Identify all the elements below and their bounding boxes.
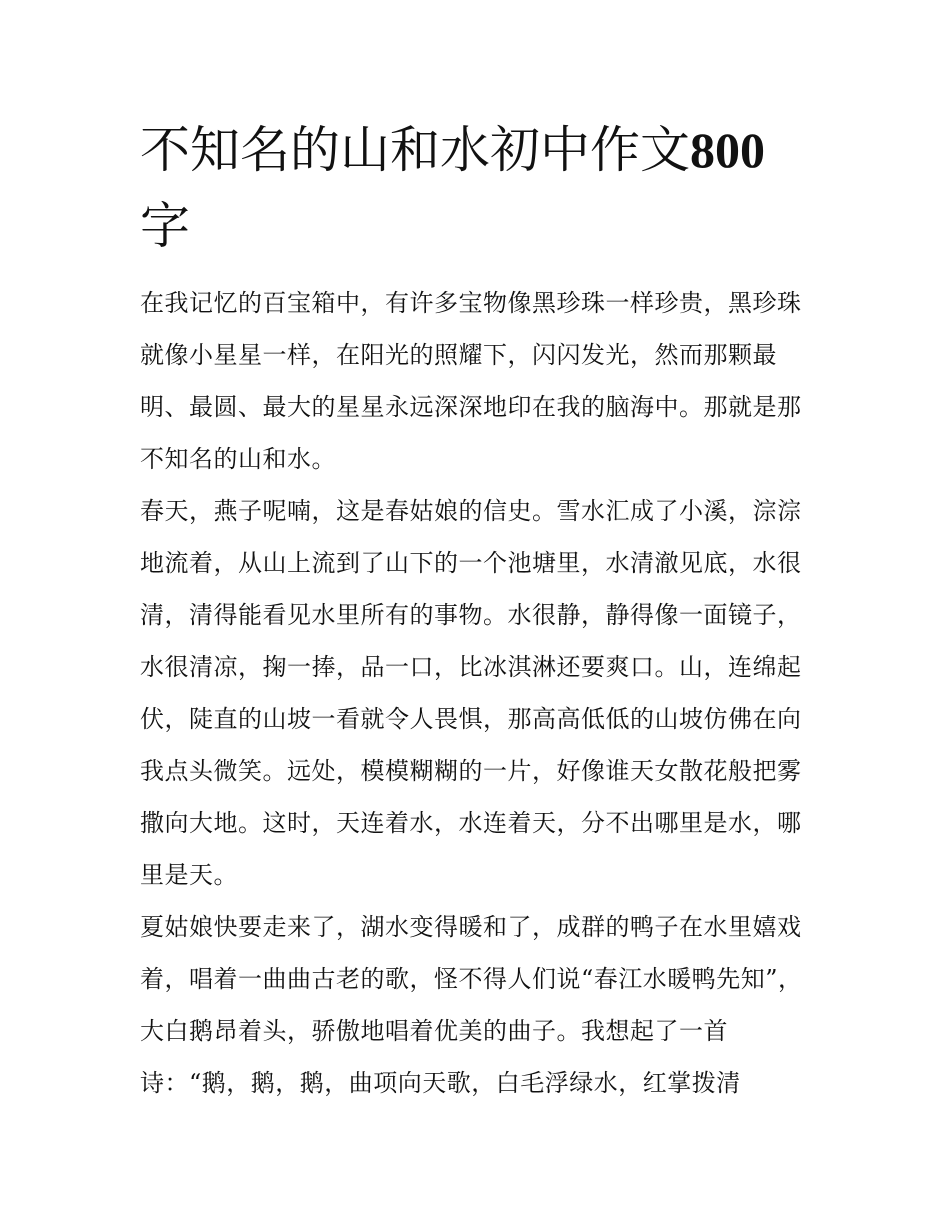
title-text: 不知名的山和水初中作文 [140,121,690,179]
text-line: 地流着，从山上流到了山下的一个池塘里，水清澈见底，水很 [140,549,802,577]
page-title [140,112,820,264]
text-line: 就像小星星一样，在阳光的照耀下，闪闪发光，然而那颗最 [140,341,777,369]
text-line: 水很清凉，掬一捧，品一口，比冰淇淋还要爽口。山，连绵起 [140,653,802,681]
text-line: 夏姑娘快要走来了，湖水变得暖和了，成群的鸭子在水里嬉戏 [140,913,802,941]
text-line: 不知名的山和水。 [140,445,336,473]
title-suffix: 字 [140,197,190,255]
text-line: 清，清得能看见水里所有的事物。水很静，静得像一面镜子， [140,601,802,629]
text-line: 春天，燕子呢喃，这是春姑娘的信史。雪水汇成了小溪，淙淙 [140,497,802,525]
text-line: 在我记忆的百宝箱中，有许多宝物像黑珍珠一样珍贵，黑珍珠 [140,289,802,317]
text-line: 大白鹅昂着头，骄傲地唱着优美的曲子。我想起了一首 [140,1017,728,1045]
text-line: 撒向大地。这时，天连着水，水连着天，分不出哪里是水，哪 [140,809,802,837]
text-line: 伏，陡直的山坡一看就令人畏惧，那高高低低的山坡仿佛在向 [140,705,802,733]
text-line: 里是天。 [140,861,238,889]
title-number: 800 [690,122,765,178]
text-line: 着，唱着一曲曲古老的歌，怪不得人们说“春江水暖鸭先知”， [140,965,803,993]
text-line: 我点头微笑。远处，模模糊糊的一片，好像谁天女散花般把雾 [140,757,802,785]
text-line: 诗：“鹅，鹅，鹅，曲项向天歌，白毛浮绿水，红掌拨清 [140,1069,741,1097]
essay-body [140,277,830,1109]
text-line: 明、最圆、最大的星星永远深深地印在我的脑海中。那就是那 [140,393,802,421]
